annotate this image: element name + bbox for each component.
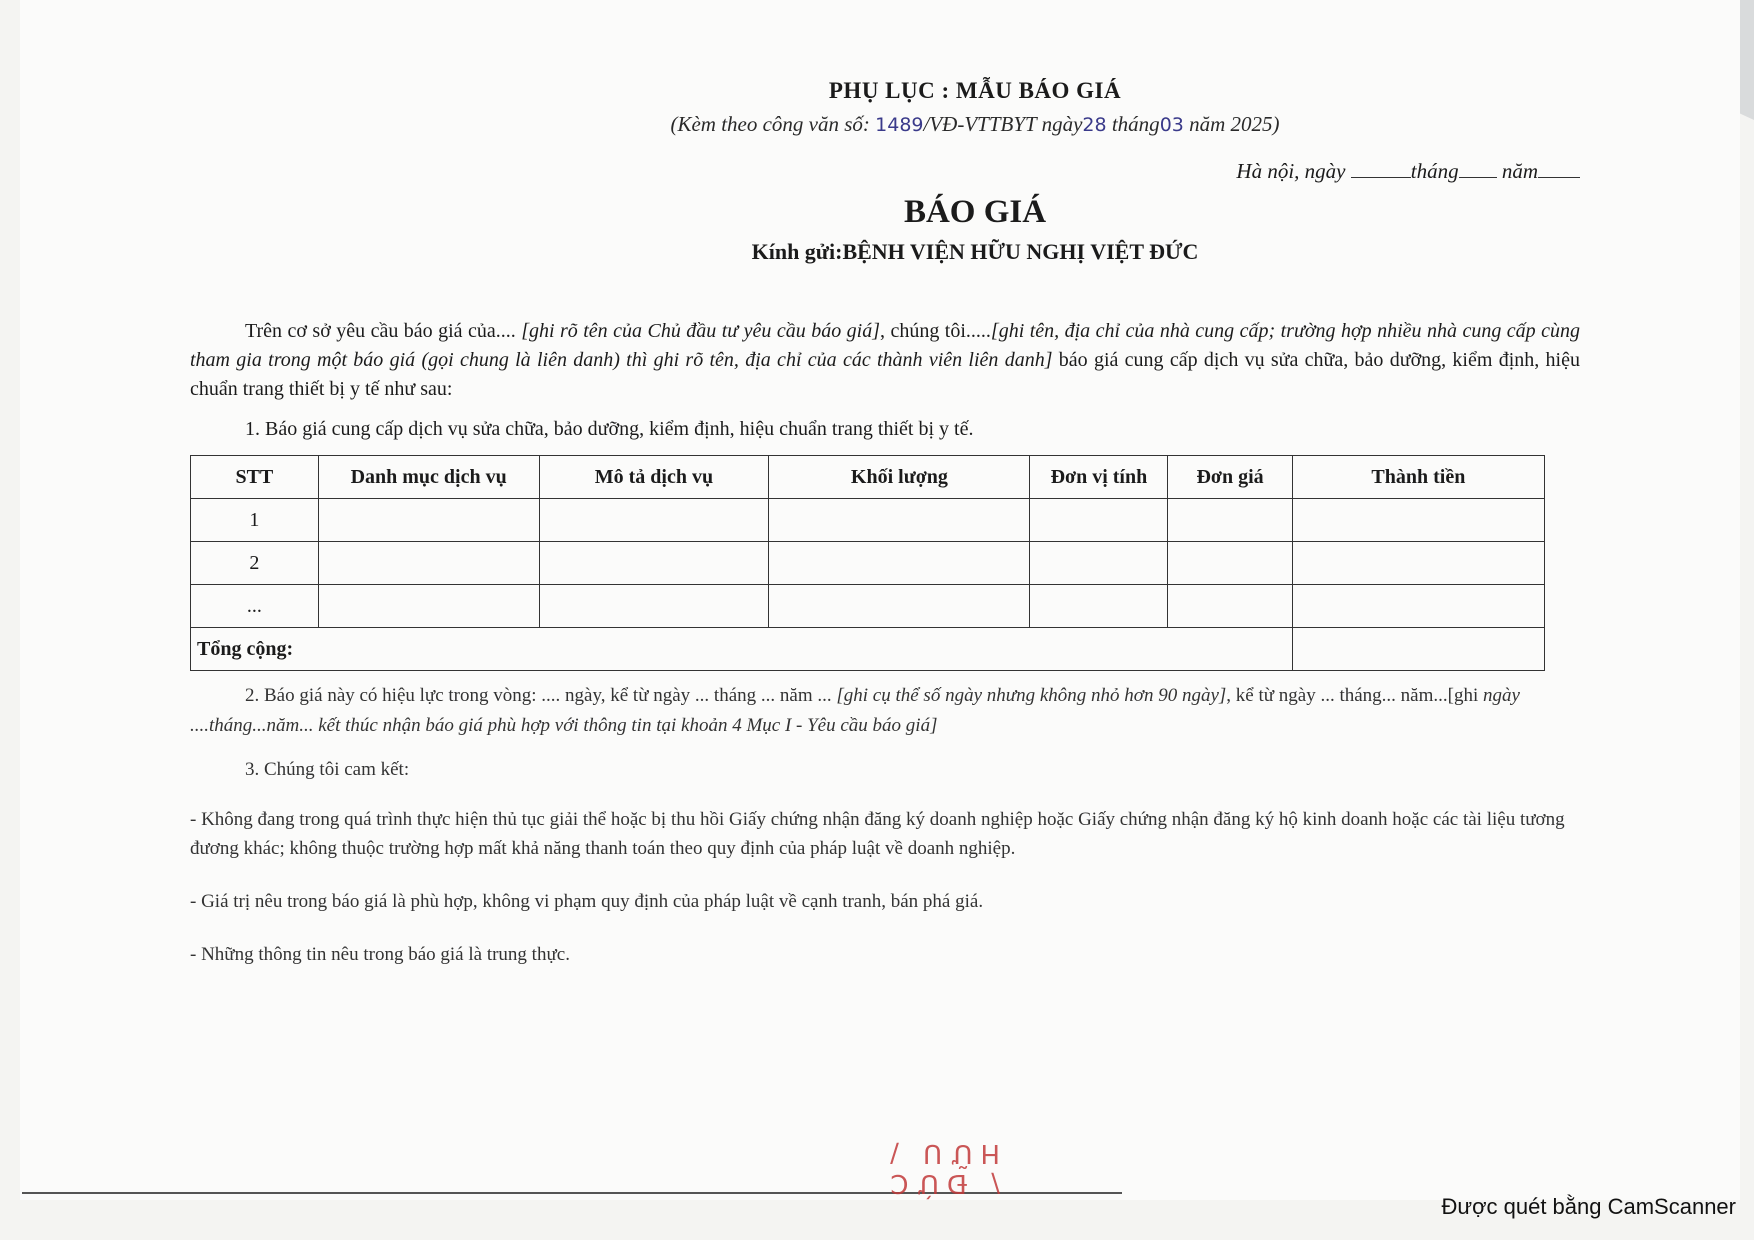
table-cell: [1292, 585, 1544, 628]
place-date-line: [190, 159, 1580, 184]
reference-line: [370, 112, 1580, 137]
recipient: Kính gửi:BỆNH VIỆN HỮU NGHỊ VIỆT ĐỨC: [751, 239, 1199, 264]
intro-part1: Trên cơ sở yêu cầu báo giá của....: [245, 320, 522, 342]
item2-part3: , kể từ ngày ... tháng... năm...[ghi: [1226, 685, 1484, 706]
total-label: Tổng cộng:: [191, 628, 1293, 671]
table-cell: [1030, 499, 1168, 542]
col-header-description: Mô tả dịch vụ: [539, 456, 769, 499]
table-cell: [318, 542, 539, 585]
table-cell: [1292, 499, 1544, 542]
item-3-heading: 3. Chúng tôi cam kết:: [245, 759, 410, 780]
month-blank: [1459, 163, 1497, 178]
table-cell: [769, 499, 1030, 542]
commitment-3: - Những thông tin nêu trong báo giá là trung thực.: [190, 944, 570, 965]
item2-part2: [ghi cụ thể số ngày nhưng không nhỏ hơn 90 ngày]: [836, 685, 1227, 706]
item-1-heading: 1. Báo giá cung cấp dịch vụ sửa chữa, bảo dưỡng, kiểm định, hiệu chuẩn trang thiết bị y tế.: [245, 418, 974, 440]
table-cell: [1168, 585, 1292, 628]
table-cell: [1168, 542, 1292, 585]
document-body: [190, 78, 1580, 969]
col-header-service: Danh mục dịch vụ: [318, 456, 539, 499]
ref-year: năm 2025): [1183, 112, 1280, 136]
item2-part1: 2. Báo giá này có hiệu lực trong vòng: .... ngày, kể từ ngày ... tháng ... năm ...: [245, 685, 837, 706]
appendix-title: PHỤ LỤC : MẪU BÁO GIÁ: [828, 78, 1122, 103]
place-label: Hà nội, ngày: [1236, 159, 1346, 183]
table-cell: [1292, 542, 1544, 585]
month-label: tháng: [1410, 159, 1459, 183]
table-cell: [1030, 542, 1168, 585]
table-total-row: [191, 628, 1545, 671]
table-row: [191, 499, 1545, 542]
row-stt: 1: [191, 499, 319, 542]
table-cell: [539, 585, 769, 628]
year-blank: [1538, 163, 1580, 178]
table-row: [191, 585, 1545, 628]
table-row: [191, 542, 1545, 585]
quote-table: [190, 455, 1545, 671]
table-cell: [769, 542, 1030, 585]
intro-part5: báo giá cung cấp dịch vụ sửa chữa, bảo dưỡng, kiểm định, hiệu chuẩn trang thiết bị y tế như sau:: [190, 349, 1580, 400]
intro-part2: [ghi rõ tên của Chủ đầu tư yêu cầu báo giá]: [521, 320, 880, 342]
commitment-1: - Không đang trong quá trình thực hiện thủ tục giải thể hoặc bị thu hồi Giấy chứng nhận đăng ký doanh nghiệp hoặc Giấy chứng nhận đăng ký hộ kinh doanh hoặc các tài liệu tương đương khác; không thuộc trường hợp mất khả năng thanh toán theo quy định của pháp luật về doanh nghiệp.: [190, 809, 1565, 859]
item-2-validity: [190, 681, 1580, 741]
col-header-unit: Đơn vị tính: [1030, 456, 1168, 499]
table-cell: [318, 585, 539, 628]
intro-paragraph: [190, 317, 1580, 404]
red-stamp-fragment: \ ĐỨC HỮU /: [882, 1138, 1000, 1198]
total-amount-cell: [1292, 628, 1544, 671]
day-blank: [1351, 163, 1411, 178]
year-label: năm: [1501, 159, 1538, 183]
table-cell: [539, 499, 769, 542]
document-title: BÁO GIÁ: [903, 194, 1047, 230]
col-header-amount: Thành tiền: [1292, 456, 1544, 499]
table-cell: [1030, 585, 1168, 628]
ref-prefix: (Kèm theo công văn số:: [670, 112, 876, 136]
ref-mid: /VĐ-VTTBYT ngày: [923, 112, 1083, 136]
row-stt: 2: [191, 542, 319, 585]
ref-number: 1489: [875, 114, 924, 136]
table-cell: [539, 542, 769, 585]
camscanner-watermark: Được quét bằng CamScanner: [1441, 1194, 1736, 1219]
ref-month-label: tháng: [1106, 112, 1160, 136]
item2-part4: ngày ....tháng...năm... kết thúc nhận báo giá phù hợp với thông tin tại khoản 4 Mục I - Yêu cầu báo giá]: [190, 685, 1520, 736]
ref-month: 03: [1159, 114, 1184, 136]
intro-part3: , chúng tôi.....: [880, 320, 991, 342]
table-cell: [769, 585, 1030, 628]
intro-part4: [ghi tên, địa chỉ của nhà cung cấp; trường hợp nhiều nhà cung cấp cùng tham gia trong một báo giá (gọi chung là liên danh) thì ghi rõ tên, địa chỉ của các thành viên liên danh]: [190, 320, 1581, 371]
ref-day: 28: [1082, 114, 1107, 136]
commitment-2: - Giá trị nêu trong báo giá là phù hợp, không vi phạm quy định của pháp luật về cạnh tranh, bán phá giá.: [190, 891, 984, 912]
row-stt: ...: [191, 585, 319, 628]
col-header-unit-price: Đơn giá: [1168, 456, 1292, 499]
col-header-quantity: Khối lượng: [769, 456, 1030, 499]
table-header-row: [191, 456, 1545, 499]
table-cell: [318, 499, 539, 542]
col-header-stt: STT: [191, 456, 319, 499]
table-cell: [1168, 499, 1292, 542]
